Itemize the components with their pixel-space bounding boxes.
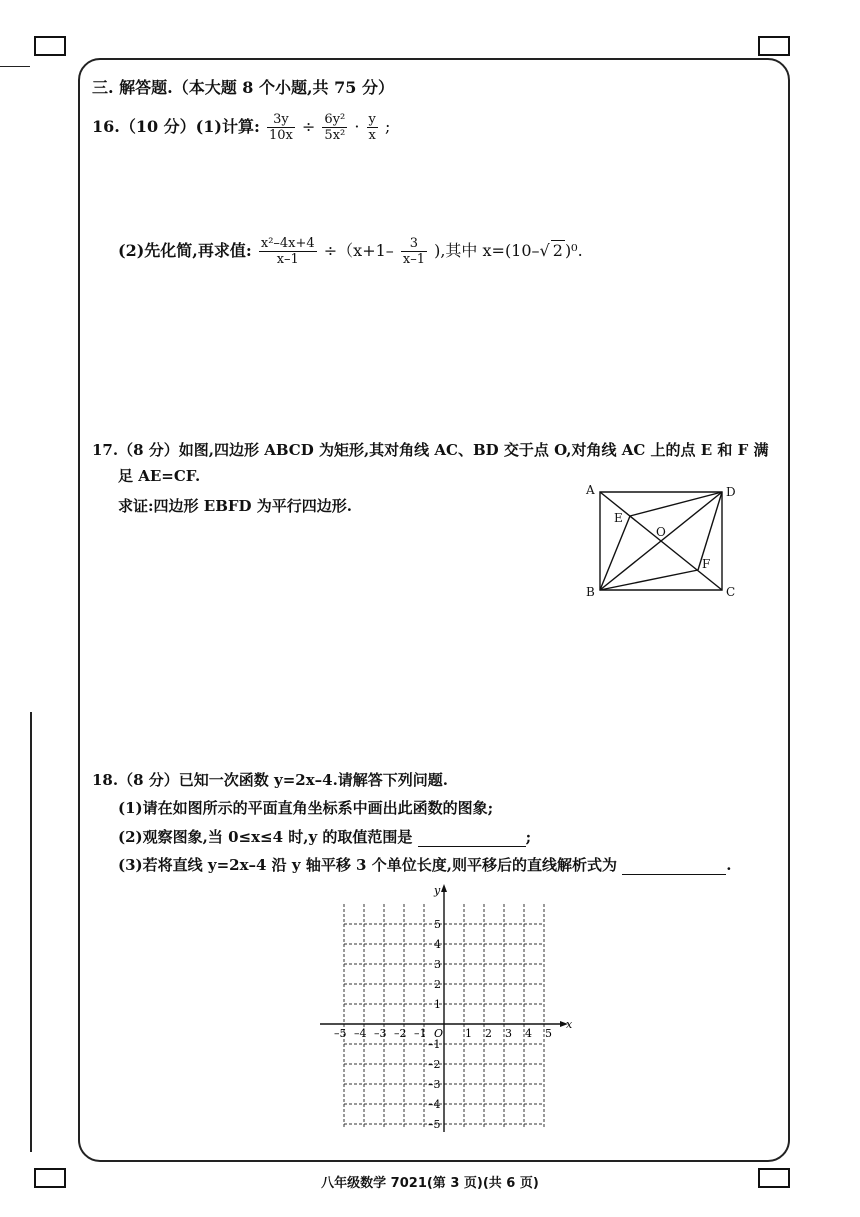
q18-q3-text: (3)若将直线 y=2x–4 沿 y 轴平移 3 个单位长度,则平移后的直线解析式为 [118,856,617,874]
segment-eb [600,516,630,590]
label-o: O [656,525,666,539]
semicolon: ; [384,117,391,136]
registration-mark-top-left [34,36,66,56]
y-tick-label: 2 [434,978,441,991]
label-c: C [726,585,736,599]
q18-line1: 18.（8 分）已知一次函数 y=2x–4.请解答下列问题. [92,771,449,789]
margin-tick [30,712,32,1152]
y-tick-label: –3 [428,1078,441,1091]
q16-exponent: )⁰. [564,241,583,260]
y-tick-label: 5 [434,918,441,931]
q17-line2: 足 AE=CF. [118,467,201,485]
q18-q3-end: . [726,856,732,874]
fraction-3y-10x: $\frac{3y}{10x}$ [268,112,293,143]
y-axis-arrow [441,884,447,892]
fraction-y-x: $\frac{y}{x}$ [368,112,376,143]
x-axis-label: x [566,1018,573,1031]
segment-ed [630,492,722,516]
q18-line4 [118,854,731,875]
q16-intro: 16.（10 分）(1)计算: [92,117,260,136]
rectangle-figure [580,480,740,602]
q18-q3-answer-blank[interactable] [622,854,726,875]
q16-tail: ),其中 x=(10– [434,241,540,260]
q18-q2-answer-blank[interactable] [418,826,526,847]
segment-fb [600,570,698,590]
q18-q2-end: ; [525,828,532,846]
section-heading: 三. 解答题.（本大题 8 个小题,共 75 分） [92,78,394,97]
margin-line [0,66,30,67]
q16-mid-text: ÷（x+1– [323,241,394,260]
x-tick-label: 3 [505,1027,512,1040]
x-tick-label: –4 [354,1027,367,1040]
page-footer: 八年级数学 7021(第 3 页)(共 6 页) [321,1176,539,1191]
q18-line3 [118,826,531,847]
label-f: F [702,557,711,571]
divide-sign: ÷ [301,117,316,136]
origin-label: O [434,1027,444,1040]
y-tick-label: 3 [434,958,441,971]
x-tick-label: –3 [374,1027,387,1040]
q18-line2: (1)请在如图所示的平面直角坐标系中画出此函数的图象; [118,799,494,817]
q17-line1: 17.（8 分）如图,四边形 ABCD 为矩形,其对角线 AC、BD 交于点 O,对角线 AC 上的点 E 和 F 满 [92,441,769,459]
sqrt-2: 2 [552,241,563,260]
x-tick-label: 1 [465,1027,472,1040]
label-e: E [614,511,623,525]
y-axis-label: y [434,884,441,897]
coordinate-grid [316,884,573,1146]
registration-mark-top-right [758,36,790,56]
x-tick-label: –5 [334,1027,347,1040]
y-tick-label: 4 [434,938,441,951]
fraction-quadratic: $\frac{\text{x²–4x+4}}{x-1}$ [260,236,315,267]
x-tick-label: 4 [525,1027,532,1040]
y-tick-label: –1 [428,1038,441,1051]
y-tick-label: –2 [428,1058,441,1071]
y-tick-label: –5 [428,1118,441,1131]
q16-part1 [92,112,390,143]
x-tick-label: –1 [414,1027,427,1040]
multiply-dot: · [354,117,360,136]
q16-part2: (2)先化简,再求值: $\frac{\text{x²–4x+4}}{x-1}$ ÷（x+1– $\frac{3}{x-1}$ ),其中 x=(10–√ 2 )⁰. [118,236,583,267]
label-a: A [586,483,595,497]
x-tick-label: –2 [394,1027,407,1040]
q18-q2-text: (2)观察图象,当 0≤x≤4 时,y 的取值范围是 [118,828,413,846]
fraction-3-over-x-1: $\frac{3}{x-1}$ [402,236,425,267]
y-tick-label: –4 [428,1098,441,1111]
label-d: D [726,485,736,499]
x-tick-label: 5 [545,1027,552,1040]
label-b: B [586,585,595,599]
x-tick-label: 2 [485,1027,492,1040]
y-tick-label: 1 [434,998,441,1011]
q16-part2-lead: (2)先化简,再求值: [118,241,252,260]
fraction-6y2-5x2: $\frac{\text{6y²}}{\text{5x²}}$ [324,112,346,143]
q17-line3: 求证:四边形 EBFD 为平行四边形. [118,497,352,515]
